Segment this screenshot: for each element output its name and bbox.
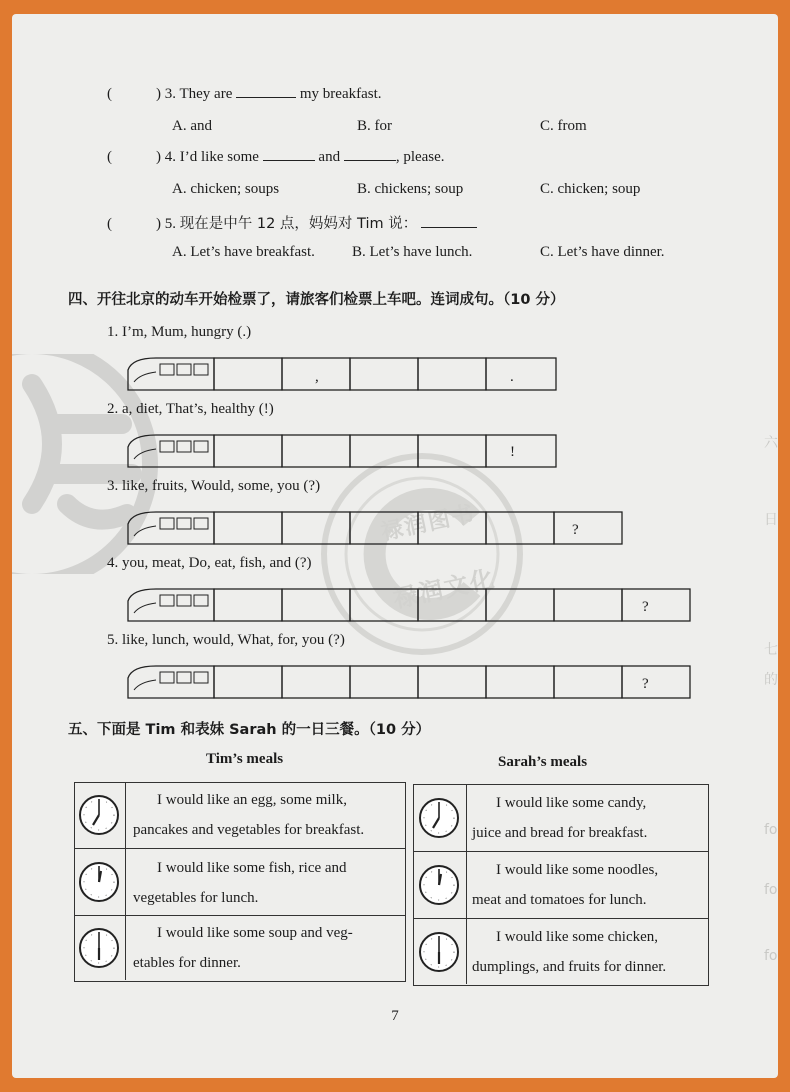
punctuation-mark: ? [572, 522, 579, 538]
option-a[interactable]: A. and [172, 118, 212, 134]
answer-blank[interactable] [263, 160, 315, 161]
sarah-meals-header: Sarah’s meals [498, 754, 588, 770]
option-c[interactable]: C. Let’s have dinner. [540, 244, 665, 260]
meal-description: I would like an egg, some milk, [157, 792, 347, 808]
scramble-prompt: 3. like, fruits, Would, some, you (?) [107, 478, 321, 494]
watermark-text: 禄润文化 [390, 564, 499, 614]
meal-description: I would like some fish, rice and [157, 860, 347, 876]
option-c[interactable]: C. chicken; soup [540, 181, 641, 197]
table-row [414, 785, 708, 852]
meal-description: I would like some chicken, [496, 929, 659, 945]
meal-description: meat and tomatoes for lunch. [472, 892, 647, 908]
meal-description: dumplings, and fruits for dinner. [472, 959, 667, 975]
option-b[interactable]: B. for [357, 118, 392, 134]
table-row [414, 852, 708, 919]
bleed-through-text: fo [764, 882, 778, 898]
worksheet-page [12, 14, 778, 1078]
meal-description: I would like some noodles, [496, 862, 659, 878]
meal-description: I would like some soup and veg- [157, 925, 353, 941]
train-answer-boxes[interactable] [126, 433, 560, 469]
clock-12-icon [414, 852, 467, 918]
clock-7-icon [414, 785, 467, 851]
bleed-through-text: 七 [764, 642, 778, 658]
punctuation-mark: , [315, 369, 319, 385]
train-answer-boxes[interactable] [126, 664, 694, 700]
scramble-prompt: 5. like, lunch, would, What, for, you (?) [107, 632, 345, 648]
train-answer-boxes[interactable] [126, 587, 694, 623]
bleed-through-text: 六 [764, 435, 778, 451]
clock-7-icon [75, 783, 126, 848]
section-5-title: 五、下面是 Tim 和表妹 Sarah 的一日三餐。（10 分） [68, 722, 431, 738]
table-row [75, 916, 405, 980]
table-row [75, 849, 405, 916]
scramble-prompt: 4. you, meat, Do, eat, fish, and (?) [107, 555, 312, 571]
option-a[interactable]: A. chicken; soups [172, 181, 280, 197]
meal-description: juice and bread for breakfast. [472, 825, 648, 841]
option-b[interactable]: B. Let’s have lunch. [352, 244, 473, 260]
option-b[interactable]: B. chickens; soup [357, 181, 464, 197]
train-answer-boxes[interactable] [126, 510, 626, 546]
meal-description: vegetables for lunch. [133, 890, 259, 906]
meal-description: pancakes and vegetables for breakfast. [133, 822, 365, 838]
watermark-text: 禄润图书 [378, 501, 478, 546]
answer-blank[interactable] [344, 160, 396, 161]
meal-description: I would like some candy, [496, 795, 647, 811]
punctuation-mark: . [510, 369, 514, 385]
scramble-prompt: 2. a, diet, That’s, healthy (!) [107, 401, 274, 417]
section-4-title: 四、开往北京的动车开始检票了，请旅客们检票上车吧。连词成句。（10 分） [68, 292, 565, 308]
meal-description: etables for dinner. [133, 955, 241, 971]
scramble-prompt: 1. I’m, Mum, hungry (.) [107, 324, 252, 340]
publisher-watermark [312, 449, 552, 659]
option-c[interactable]: C. from [540, 118, 587, 134]
punctuation-mark: ? [642, 676, 649, 692]
tim-meals-header: Tim’s meals [206, 751, 284, 767]
answer-blank[interactable] [236, 97, 296, 98]
question-3: ( ) 3. They are my breakfast. [107, 86, 382, 102]
table-row [75, 783, 405, 849]
table-row [414, 919, 708, 984]
page-number: 7 [391, 1008, 399, 1024]
bleed-through-text: fo [764, 948, 778, 964]
clock-6-icon [75, 916, 126, 980]
tim-meals-table [74, 782, 406, 982]
punctuation-mark: ! [510, 444, 515, 460]
bleed-through-text: 日 [764, 512, 778, 528]
question-4: ( ) 4. I’d like some and , please. [107, 149, 445, 165]
bleed-through-text: fo [764, 822, 778, 838]
train-answer-boxes[interactable] [126, 356, 560, 392]
bleed-through-text: 的 [764, 672, 778, 688]
punctuation-mark: ? [642, 599, 649, 615]
question-5: ( ) 5. 现在是中午 12 点，妈妈对 Tim 说： [107, 212, 477, 233]
clock-6-icon [414, 919, 467, 984]
clock-12-icon [75, 849, 126, 915]
answer-blank[interactable] [421, 227, 477, 228]
sarah-meals-table [413, 784, 709, 986]
option-a[interactable]: A. Let’s have breakfast. [172, 244, 315, 260]
